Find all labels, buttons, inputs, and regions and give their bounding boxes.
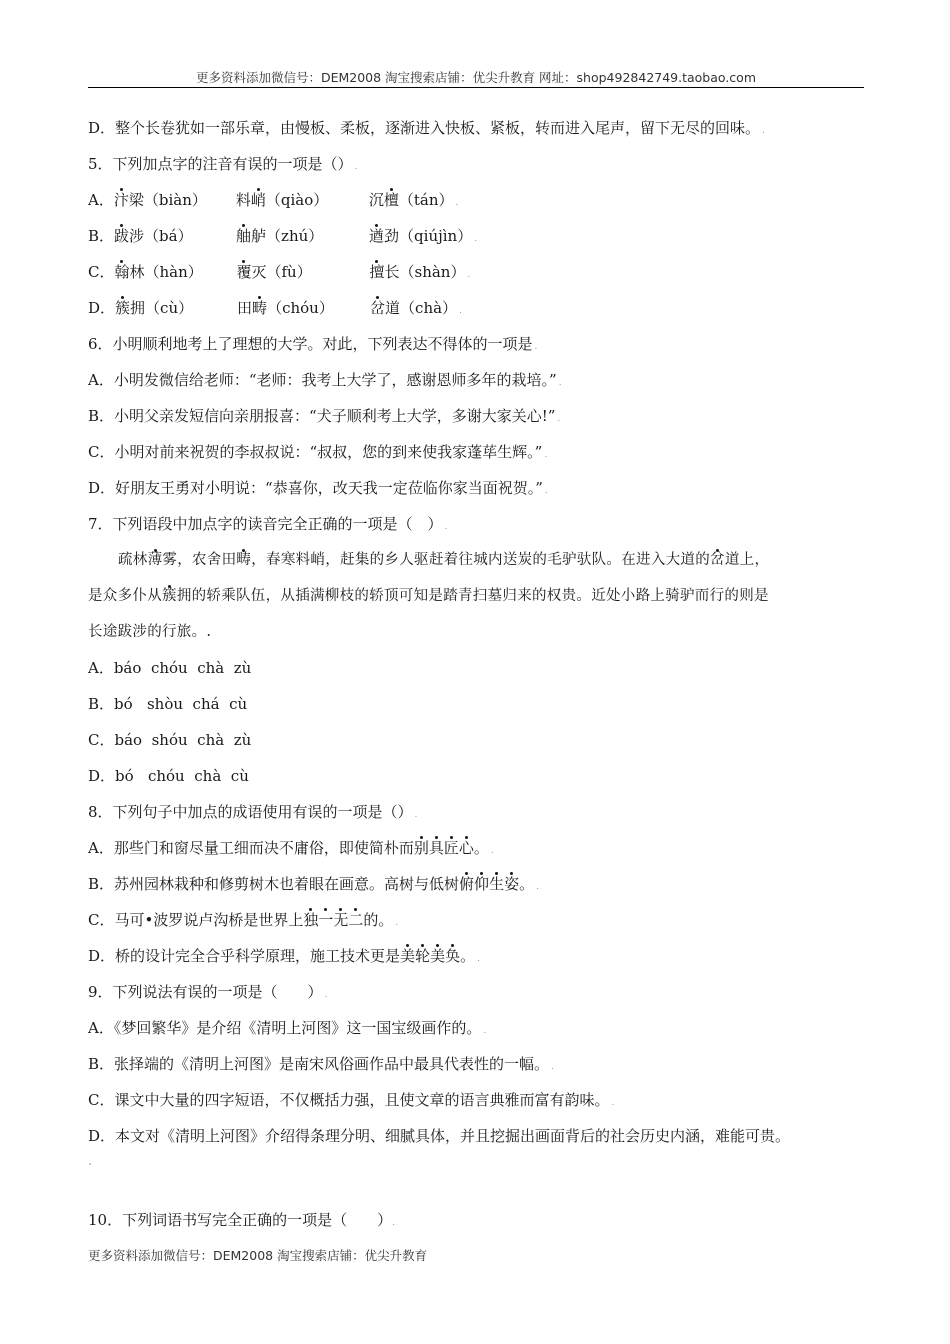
dotted-char: 无 <box>333 911 349 929</box>
q5-a-item-1: 汴梁（biàn） <box>113 191 207 209</box>
q5-option-c: C．翰林（hàn） 覆灭（fù） 擅长（shàn） . <box>88 254 868 290</box>
q5-c-item-1: 翰林（hàn） <box>114 263 203 281</box>
q5-d-item-2: 田畴（chóu） <box>237 299 334 317</box>
dotted-char: 别 <box>413 839 429 857</box>
q5-d-item-3: 岔道（chà） <box>370 299 458 317</box>
dotted-char: 二 <box>348 911 364 929</box>
q8-d-idiom <box>400 947 460 965</box>
q6-stem: 6．小明顺利地考上了理想的大学。对此，下列表达不得体的一项是 . <box>88 335 538 353</box>
q7-option-c: C．báo shóu chà zù <box>88 731 252 749</box>
dotted-char: 俯 <box>459 875 475 893</box>
q9-option-c: C．课文中大量的四字短语，不仅概括力强，且使文章的语言典雅而富有韵味。 . <box>88 1091 615 1109</box>
q10-stem: 10．下列词语书写完全正确的一项是（ ）. <box>88 1211 395 1229</box>
q7-passage: 疏林薄雾，农舍田畴，春寒料峭，赶集的乡人驱赶着往城内送炭的毛驴驮队。在进入大道的岔道上， 是众多仆从簇拥的轿乘队伍，从插满柳枝的轿顶可知是踏青扫墓归来的权贵。近处小路上骑驴而行的则是 长途跋涉的行旅。. <box>88 552 770 640</box>
dotted-char: 一 <box>318 911 334 929</box>
q5-b-item-2: 舳舻（zhú） <box>236 227 324 245</box>
q7-option-a: A．báo chóu chà zù <box>88 659 252 677</box>
dotted-char: 轮 <box>415 947 431 965</box>
dotted-char: 匠 <box>443 839 459 857</box>
dotted-char: 奂 <box>445 947 461 965</box>
q7-option-b: B．bó shòu chá cù <box>88 695 248 713</box>
page-footer: 更多资料添加微信号：DEM2008 淘宝搜索店铺：优尖升教育 <box>88 1248 428 1263</box>
q8-stem: 8．下列句子中加点的成语使用有误的一项是（） . <box>88 803 418 821</box>
q5-d-item-1: 簇拥（cù） <box>115 299 194 317</box>
q8-c-idiom <box>303 911 363 929</box>
q9-option-b: B．张择端的《清明上河图》是南宋风俗画作品中最具代表性的一幅。 . <box>88 1055 554 1073</box>
q9-option-d: D．本文对《清明上河图》介绍得条理分明、细腻具体，并且挖掘出画面背后的社会历史内涵，难能可贵。 <box>88 1127 791 1145</box>
dotted-char: 美 <box>430 947 446 965</box>
q5-option-a: A．汴梁（biàn） 料峭（qiào） 沉檀（tán） . <box>88 182 868 218</box>
q5-stem: 5．下列加点字的注音有误的一项是（） . <box>88 155 358 173</box>
q5-option-d: D．簇拥（cù） 田畴（chóu） 岔道（chà） . <box>88 290 868 326</box>
q5-option-b: B．跋涉（bá） 舳舻（zhú） 遒劲（qiújìn） . <box>88 218 868 254</box>
document-body <box>88 110 868 1192</box>
q5-c-item-2: 覆灭（fù） <box>236 263 312 281</box>
q5-a-item-3: 沉檀（tán） <box>368 191 454 209</box>
q8-option-b: B．苏州园林栽种和修剪树木也着眼在画意。高树与低树俯仰生姿。 . <box>88 875 539 893</box>
dotted-char: 独 <box>303 911 319 929</box>
q9-tail-mark: . <box>88 1154 93 1169</box>
q6-option-c: C．小明对前来祝贺的李叔叔说：“叔叔，您的到来使我家蓬荜生辉。” . <box>88 443 548 461</box>
q8-option-d: D．桥的设计完全合乎科学原理，施工技术更是美轮美奂。 . <box>88 947 480 965</box>
header-rule <box>88 87 864 88</box>
q6-option-a: A．小明发微信给老师：“老师：我考上大学了，感谢恩师多年的栽培。” . <box>88 371 562 389</box>
q4-option-d: D．整个长卷犹如一部乐章，由慢板、柔板，逐渐进入快板、紧板，转而进入尾声，留下无尽的回味。 . <box>88 119 765 137</box>
q5-b-item-1: 跋涉（bá） <box>114 227 193 245</box>
dotted-char: 姿 <box>504 875 520 893</box>
dotted-char: 生 <box>489 875 505 893</box>
q5-c-item-3: 擅长（shàn） <box>369 263 466 281</box>
dotted-char: 仰 <box>474 875 490 893</box>
dotted-char: 美 <box>400 947 416 965</box>
q9-option-a: A．《梦回繁华》是介绍《清明上河图》这一国宝级画作的。 . <box>88 1019 487 1037</box>
q8-a-idiom <box>414 839 474 857</box>
q5-a-item-2: 料峭（qiào） <box>235 191 329 209</box>
q6-option-b: B．小明父亲发短信向亲朋报喜：“犬子顺利考上大学，多谢大家关心!” . <box>88 407 561 425</box>
page-header: 更多资料添加微信号：DEM2008 淘宝搜索店铺：优尖升教育 网址：shop492842749.taobao.com <box>195 70 757 85</box>
q8-b-idiom <box>459 875 519 893</box>
q9-stem: 9．下列说法有误的一项是（ ） . <box>88 983 328 1001</box>
q7-stem: 7．下列语段中加点字的读音完全正确的一项是（ ） . <box>88 515 448 533</box>
q6-option-d: D．好朋友王勇对小明说：“恭喜你，改天我一定莅临你家当面祝贺。” . <box>88 479 548 497</box>
dotted-char: 心 <box>458 839 474 857</box>
q8-option-a: A．那些门和窗尽量工细而决不庸俗，即使简朴而别具匠心。 . <box>88 839 494 857</box>
q7-option-d: D．bó chóu chà cù <box>88 767 249 785</box>
q5-b-item-3: 遒劲（qiújìn） <box>369 227 473 245</box>
dotted-char: 具 <box>428 839 444 857</box>
q8-option-c: C．马可•波罗说卢沟桥是世界上独一无二的。 . <box>88 911 399 929</box>
